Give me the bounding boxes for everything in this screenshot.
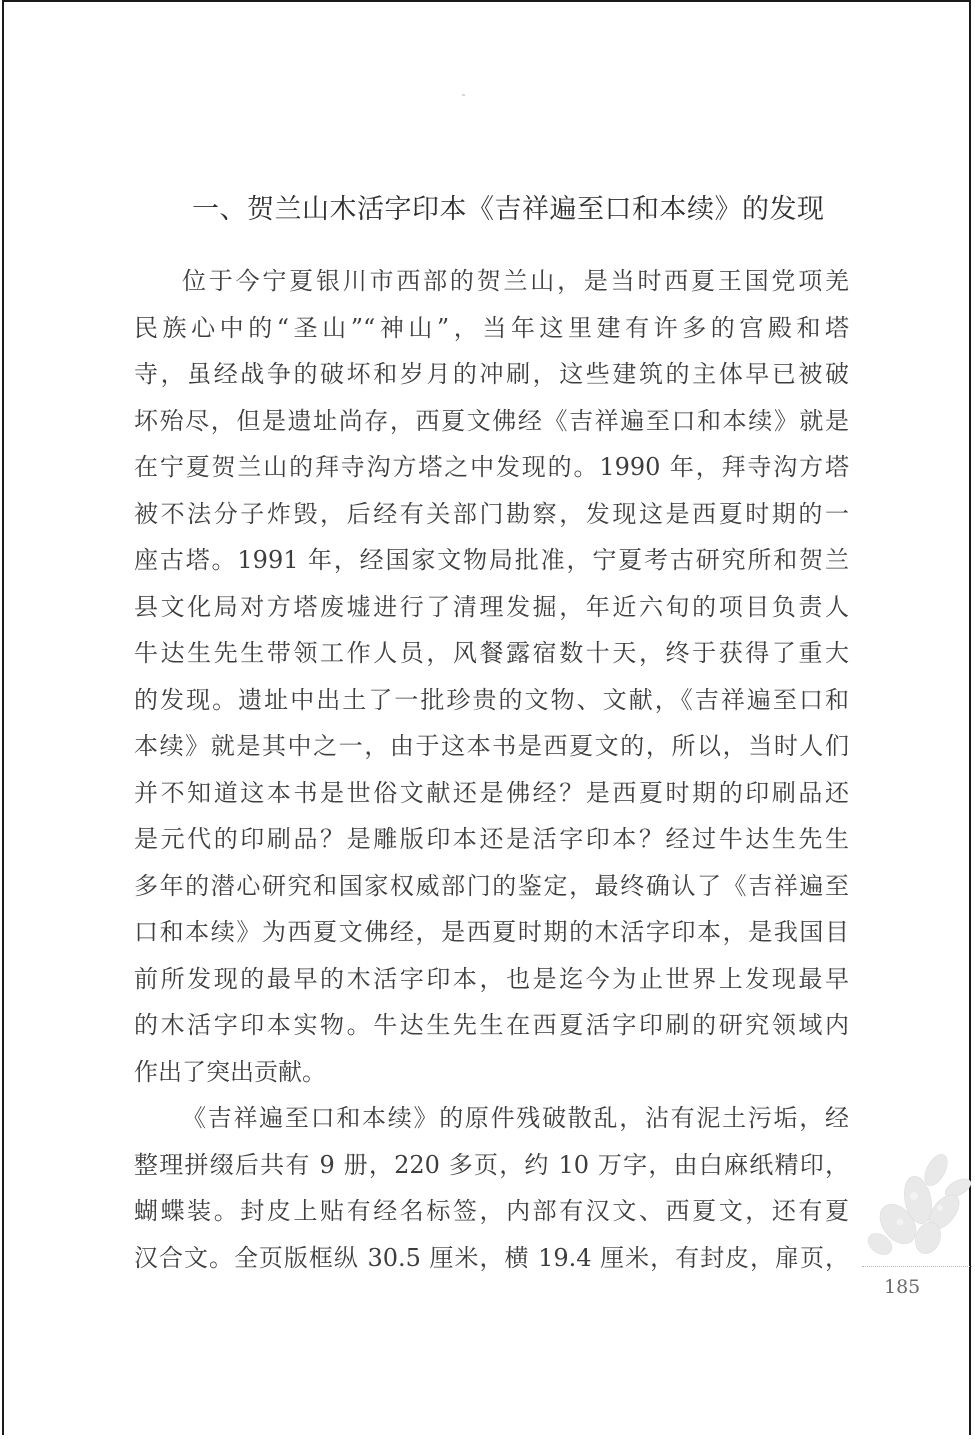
section-heading: 一、贺兰山木活字印本《吉祥遍至口和本续》的发现 (192, 194, 825, 225)
text-line: 被不法分子炸毁，后经有关部门勘察，发现这是西夏时期的一 (134, 499, 849, 528)
text-line: 汉合文。全页版框纵 30.5 厘米，横 19.4 厘米，有封皮，扉页， (134, 1243, 849, 1272)
text-line: 牛达生先生带领工作人员，风餐露宿数十天，终于获得了重大 (134, 639, 849, 667)
text-line: 座古塔。1991 年，经国家文物局批准，宁夏考古研究所和贺兰 (134, 546, 849, 574)
page-number-rule (862, 1266, 972, 1267)
text-line: 口和本续》为西夏文佛经，是西夏时期的木活字印本，是我国目 (134, 918, 849, 946)
text-line: 的发现。遗址中出土了一批珍贵的文物、文献，《吉祥遍至口和 (134, 685, 849, 714)
text-line: 的木活字印本实物。牛达生先生在西夏活字印刷的研究领域内 (134, 1011, 849, 1039)
text-line: 坏殆尽，但是遗址尚存，西夏文佛经《吉祥遍至口和本续》就是 (134, 406, 849, 435)
text-line: 寺，虽经战争的破坏和岁月的冲刷，这些建筑的主体早已被破 (134, 360, 849, 388)
leaf-ornament-icon (858, 1148, 973, 1263)
page-number: 185 (884, 1276, 921, 1298)
text-line: 蝴蝶装。封皮上贴有经名标签，内部有汉文、西夏文，还有夏 (134, 1197, 849, 1225)
text-line: 本续》就是其中之一，由于这本书是西夏文的，所以，当时人们 (134, 732, 849, 760)
text-line: 民族心中的“圣山”“神山”，当年这里建有许多的宫殿和塔 (134, 313, 849, 342)
text-line: 多年的潜心研究和国家权威部门的鉴定，最终确认了《吉祥遍至 (134, 871, 849, 900)
text-line: 《吉祥遍至口和本续》的原件残破散乱，沾有泥土污垢，经 (182, 1104, 849, 1132)
body-text (134, 258, 849, 1281)
text-line: 位于今宁夏银川市西部的贺兰山，是当时西夏王国党项羌 (182, 267, 849, 295)
text-line: 作出了突出贡献。 (134, 1057, 326, 1086)
text-line: 是元代的印刷品？是雕版印本还是活字印本？经过牛达生先生 (134, 825, 849, 853)
text-line: 前所发现的最早的木活字印本，也是迄今为止世界上发现最早 (134, 964, 849, 993)
scan-speck (462, 94, 465, 96)
text-line: 县文化局对方塔废墟进行了清理发掘，年近六旬的项目负责人 (134, 592, 849, 621)
text-line: 整理拼缀后共有 9 册，220 多页，约 10 万字，由白麻纸精印， (134, 1150, 849, 1179)
text-line: 在宁夏贺兰山的拜寺沟方塔之中发现的。1990 年，拜寺沟方塔 (134, 453, 849, 481)
text-line: 并不知道这本书是世俗文献还是佛经？是西夏时期的印刷品还 (134, 778, 849, 807)
